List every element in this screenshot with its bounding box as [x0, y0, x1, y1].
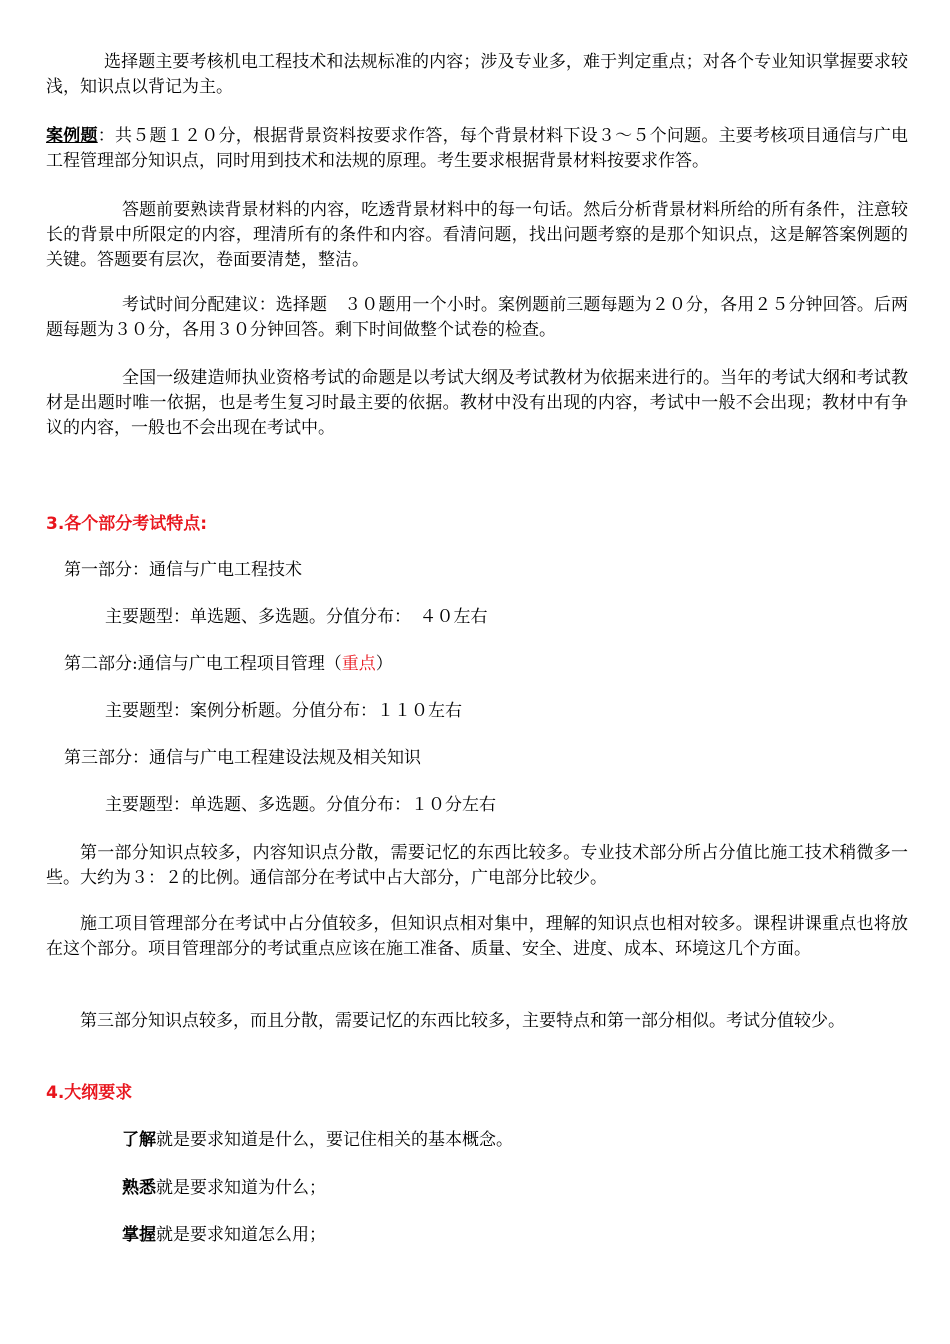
requirement-item [122, 1176, 326, 1201]
part2-question-types: 主要题型：案例分析题。分值分布：１１０左右 [105, 701, 462, 721]
case-text: ：共５题１２０分，根据背景资料按要求作答，每个背景材料下设３～５个问题。主要考核项目通信与广电工程管理部分知识点，同时用到技术和法规的原理。考生要求根据背景材料按要求作答。 [46, 126, 909, 171]
part1-title: 第一部分：通信与广电工程技术 [64, 560, 302, 580]
part3-title: 第三部分：通信与广电工程建设法规及相关知识 [64, 748, 421, 768]
part1-question-types: 主要题型：单选题、多选题。分值分布： ４０左右 [105, 607, 488, 627]
section-3-heading: 3.各个部分考试特点: [46, 514, 208, 534]
paragraph-case-questions [46, 124, 908, 174]
requirement-text: 就是要求知道为什么； [156, 1178, 326, 1198]
case-label: 案例题 [46, 126, 98, 146]
paragraph-choice-questions: 选择题主要考核机电工程技术和法规标准的内容；涉及专业多，难于判定重点；对各个专业知识掌握要求较浅，知识点以背记为主。 [46, 52, 908, 97]
requirement-item [122, 1223, 326, 1248]
paragraph-part1-description: 第一部分知识点较多，内容知识点分散，需要记忆的东西比较多。专业技术部分所占分值比施工技术稍微多一些。大约为３：２的比例。通信部分在考试中占大部分，广电部分比较少。 [46, 843, 908, 888]
requirement-text: 就是要求知道是什么，要记住相关的基本概念。 [156, 1130, 513, 1150]
requirement-term: 了解 [122, 1130, 156, 1150]
part2-title-end: ） [375, 654, 393, 674]
paragraph-part2-description: 施工项目管理部分在考试中占分值较多，但知识点相对集中，理解的知识点也相对较多。课程讲课重点也将放在这个部分。项目管理部分的考试重点应该在施工准备、质量、安全、进度、成本、环境这几个方面。 [46, 914, 908, 959]
requirement-item [122, 1128, 513, 1153]
part2-key-label: 重点 [341, 654, 376, 674]
part2-title-text: 第二部分:通信与广电工程项目管理（ [64, 654, 342, 674]
requirement-text: 就是要求知道怎么用； [156, 1225, 326, 1245]
paragraph-part3-description: 第三部分知识点较多，而且分散，需要记忆的东西比较多，主要特点和第一部分相似。考试分值较少。 [80, 1011, 845, 1031]
part2-title [64, 652, 393, 677]
paragraph-exam-basis: 全国一级建造师执业资格考试的命题是以考试大纲及考试教材为依据来进行的。当年的考试大纲和考试教材是出题时唯一依据，也是考生复习时最主要的依据。教材中没有出现的内容，考试中一般不会出现；教材中有争议的内容，一般也不会出现在考试中。 [46, 368, 908, 438]
requirement-term: 熟悉 [122, 1178, 156, 1198]
requirement-term: 掌握 [122, 1225, 156, 1245]
section-4-heading: 4.大纲要求 [46, 1083, 133, 1103]
part3-question-types: 主要题型：单选题、多选题。分值分布：１０分左右 [105, 795, 496, 815]
paragraph-answer-tips: 答题前要熟读背景材料的内容，吃透背景材料中的每一句话。然后分析背景材料所给的所有条件，注意较长的背景中所限定的内容，理清所有的条件和内容。看清问题，找出问题考察的是那个知识点，这是解答案例题的关键。答题要有层次，卷面要清楚，整洁。 [46, 200, 908, 270]
paragraph-time-allocation: 考试时间分配建议：选择题 ３０题用一个小时。案例题前三题每题为２０分，各用２５分钟回答。后两题每题为３０分，各用３０分钟回答。剩下时间做整个试卷的检查。 [46, 295, 908, 340]
